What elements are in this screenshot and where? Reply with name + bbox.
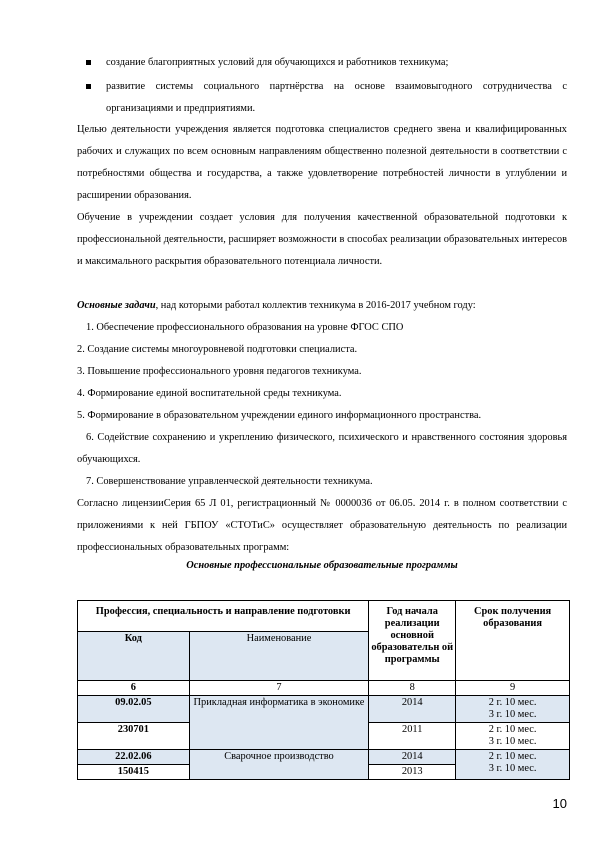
task-item: 5. Формирование в образовательном учреждении единого информационного пространства.	[77, 410, 482, 421]
code-cell: 09.02.05	[78, 696, 190, 723]
tasks-intro-rest: , над которыми работал коллектив техникума в 2016-2017 учебном году:	[155, 300, 476, 311]
programs-table	[77, 600, 570, 780]
term-cell: 2 г. 10 мес. 3 г. 10 мес.	[456, 723, 570, 750]
page-number: 10	[552, 796, 567, 811]
code-cell: 230701	[78, 723, 190, 750]
bullet-item: создание благоприятных условий для обучающихся и работников техникума;	[86, 52, 567, 74]
task-item: 4. Формирование единой воспитательной среды техникума.	[77, 388, 342, 399]
tasks-intro	[77, 295, 567, 317]
header-code-cell: Код	[78, 632, 190, 681]
code-cell: 22.02.06	[78, 750, 190, 765]
bullet-marker-icon	[86, 60, 91, 65]
year-cell: 2014	[369, 750, 456, 765]
term-cell: 2 г. 10 мес. 3 г. 10 мес.	[456, 750, 570, 780]
name-cell: Сварочное производство	[189, 750, 369, 780]
code-cell: 150415	[78, 765, 190, 780]
task-item: 7. Совершенствование управленческой деятельности техникума.	[86, 476, 373, 487]
license-paragraph: Согласно лицензииСерия 65 Л 01, регистрационный № 0000036 от 06.05. 2014 г. в полном соответствии с приложениями к ней ГБПОУ «СТОТиС» осуществляет образовательную деятельность по реализации профессиональных образовательных программ:	[77, 498, 567, 553]
name-cell: Прикладная информатика в экономике	[189, 696, 369, 750]
num-cell: 9	[456, 681, 570, 696]
header-year-cell: Год начала реализации основной образовательн ой программы	[369, 601, 456, 681]
task-item: 3. Повышение профессионального уровня педагогов техникума.	[77, 366, 362, 377]
num-cell: 6	[78, 681, 190, 696]
header-term-cell: Срок получения образования	[456, 601, 570, 681]
term-cell: 2 г. 10 мес. 3 г. 10 мес.	[456, 696, 570, 723]
task-item: 1. Обеспечение профессионального образования на уровне ФГОС СПО	[86, 322, 404, 333]
bullet-item: развитие системы социального партнёрства на основе взаимовыгодного сотрудничества с организациями и предприятиями.	[86, 76, 567, 120]
table-title: Основные профессиональные образовательные программы	[186, 560, 458, 571]
task-item: 6. Содействие сохранению и укреплению физического, психического и нравственного состояния здоровья обучающихся.	[77, 432, 567, 465]
header-name-cell: Наименование	[189, 632, 369, 681]
purpose-paragraph: Целью деятельности учреждения является подготовка специалистов среднего звена и квалифицированных рабочих и служащих по всем основным направлениям общественно полезной деятельности в соответствии с потребностями общества и государства, а также удовлетворение потребностей личности в углублении и расширении образования.	[77, 124, 567, 201]
header-group-cell: Профессия, специальность и направление подготовки	[78, 601, 369, 632]
tasks-intro-bold: Основные задачи	[77, 300, 156, 311]
year-cell: 2014	[369, 696, 456, 723]
task-item: 2. Создание системы многоуровневой подготовки специалиста.	[77, 344, 358, 355]
bullet-marker-icon	[86, 84, 91, 89]
year-cell: 2013	[369, 765, 456, 780]
year-cell: 2011	[369, 723, 456, 750]
num-cell: 7	[189, 681, 369, 696]
num-cell: 8	[369, 681, 456, 696]
table-row	[78, 750, 570, 765]
table-row	[78, 696, 570, 723]
training-paragraph: Обучение в учреждении создает условия для получения качественной образовательной подготовки к профессиональной деятельности, расширяет возможности в способах реализации образовательных интересов и максимального раскрытия образовательного потенциала личности.	[77, 212, 567, 267]
